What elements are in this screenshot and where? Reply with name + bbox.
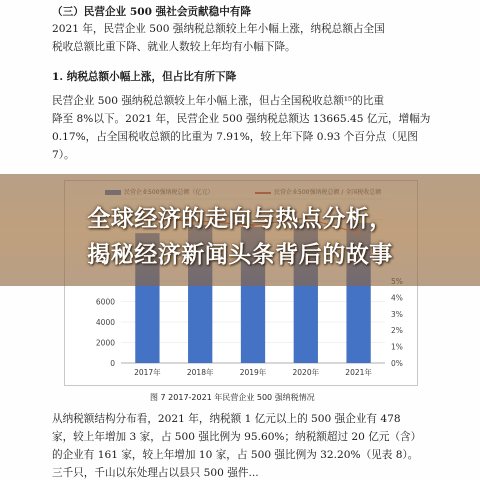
para1-line-2: 降至 8%以下。2021 年，民营企业 500 强纳税总额达 13665.45 亿元，增幅为 [52, 113, 431, 125]
para2-line-3: 的企业有 161 家，较上年增加 10 家，占 500 强比例为 32.20%（见表 8）。 [52, 449, 419, 461]
x-tick-label: 2018年 [186, 368, 214, 377]
banner-line-2: 揭秘经济新闻头条背后的故事 [87, 242, 393, 268]
headline-banner [0, 174, 480, 286]
figure-caption: 图 7 2017-2021 年民营企业 500 强纳税情况 [150, 393, 315, 402]
y-right-tick-label: 4% [391, 293, 403, 303]
x-tick-label: 2019年 [239, 368, 267, 377]
y-right-tick-label: 2% [391, 326, 403, 336]
para2-line-1: 从纳税额结构分布看，2021 年，纳税额 1 亿元以上的 500 强企业有 478 [52, 413, 401, 425]
y-left-tick-label: 6000 [95, 297, 115, 307]
para1-line-1: 民营企业 500 强纳税总额较上年小幅上涨，但占全国税收总额¹⁵的比重 [52, 95, 385, 107]
intro-line-2: 税收总额比重下降、就业人数较上年均有小幅下降。 [52, 41, 296, 53]
subheading: 1. 纳税总额小幅上涨，但占比有所下降 [52, 71, 237, 83]
para2-line-2: 家，较上年增加 3 家，占 500 强比例为 95.60%；纳税额超过 20 亿元（含） [52, 431, 422, 443]
y-left-tick-label: 2000 [95, 338, 115, 348]
x-tick-label: 2020年 [292, 368, 320, 377]
y-right-tick-label: 0% [391, 359, 403, 368]
intro-line-1: 2021 年，民营企业 500 强纳税总额较上年小幅上涨，纳税总额占全国 [52, 23, 385, 35]
banner-line-1: 全球经济的走向与热点分析， [87, 206, 393, 232]
y-right-tick-label: 1% [391, 342, 403, 352]
para1-line-3: 0.17%，占全国税收总额的比重为 7.91%，较上年下降 0.93 个百分点（见图 [52, 131, 418, 143]
y-left-tick-label: 0 [110, 359, 115, 368]
x-tick-label: 2017年 [134, 368, 161, 377]
section-heading: （三）民营企业 500 强社会贡献稳中有降 [52, 6, 251, 18]
y-right-tick-label: 3% [391, 309, 403, 319]
para1-line-4: 7）。 [52, 149, 75, 161]
para2-line-4: 三千只，千山以东处理占以县只 500 强件... [52, 467, 259, 479]
y-left-tick-label: 4000 [95, 318, 115, 327]
x-tick-label: 2021年 [345, 368, 372, 377]
